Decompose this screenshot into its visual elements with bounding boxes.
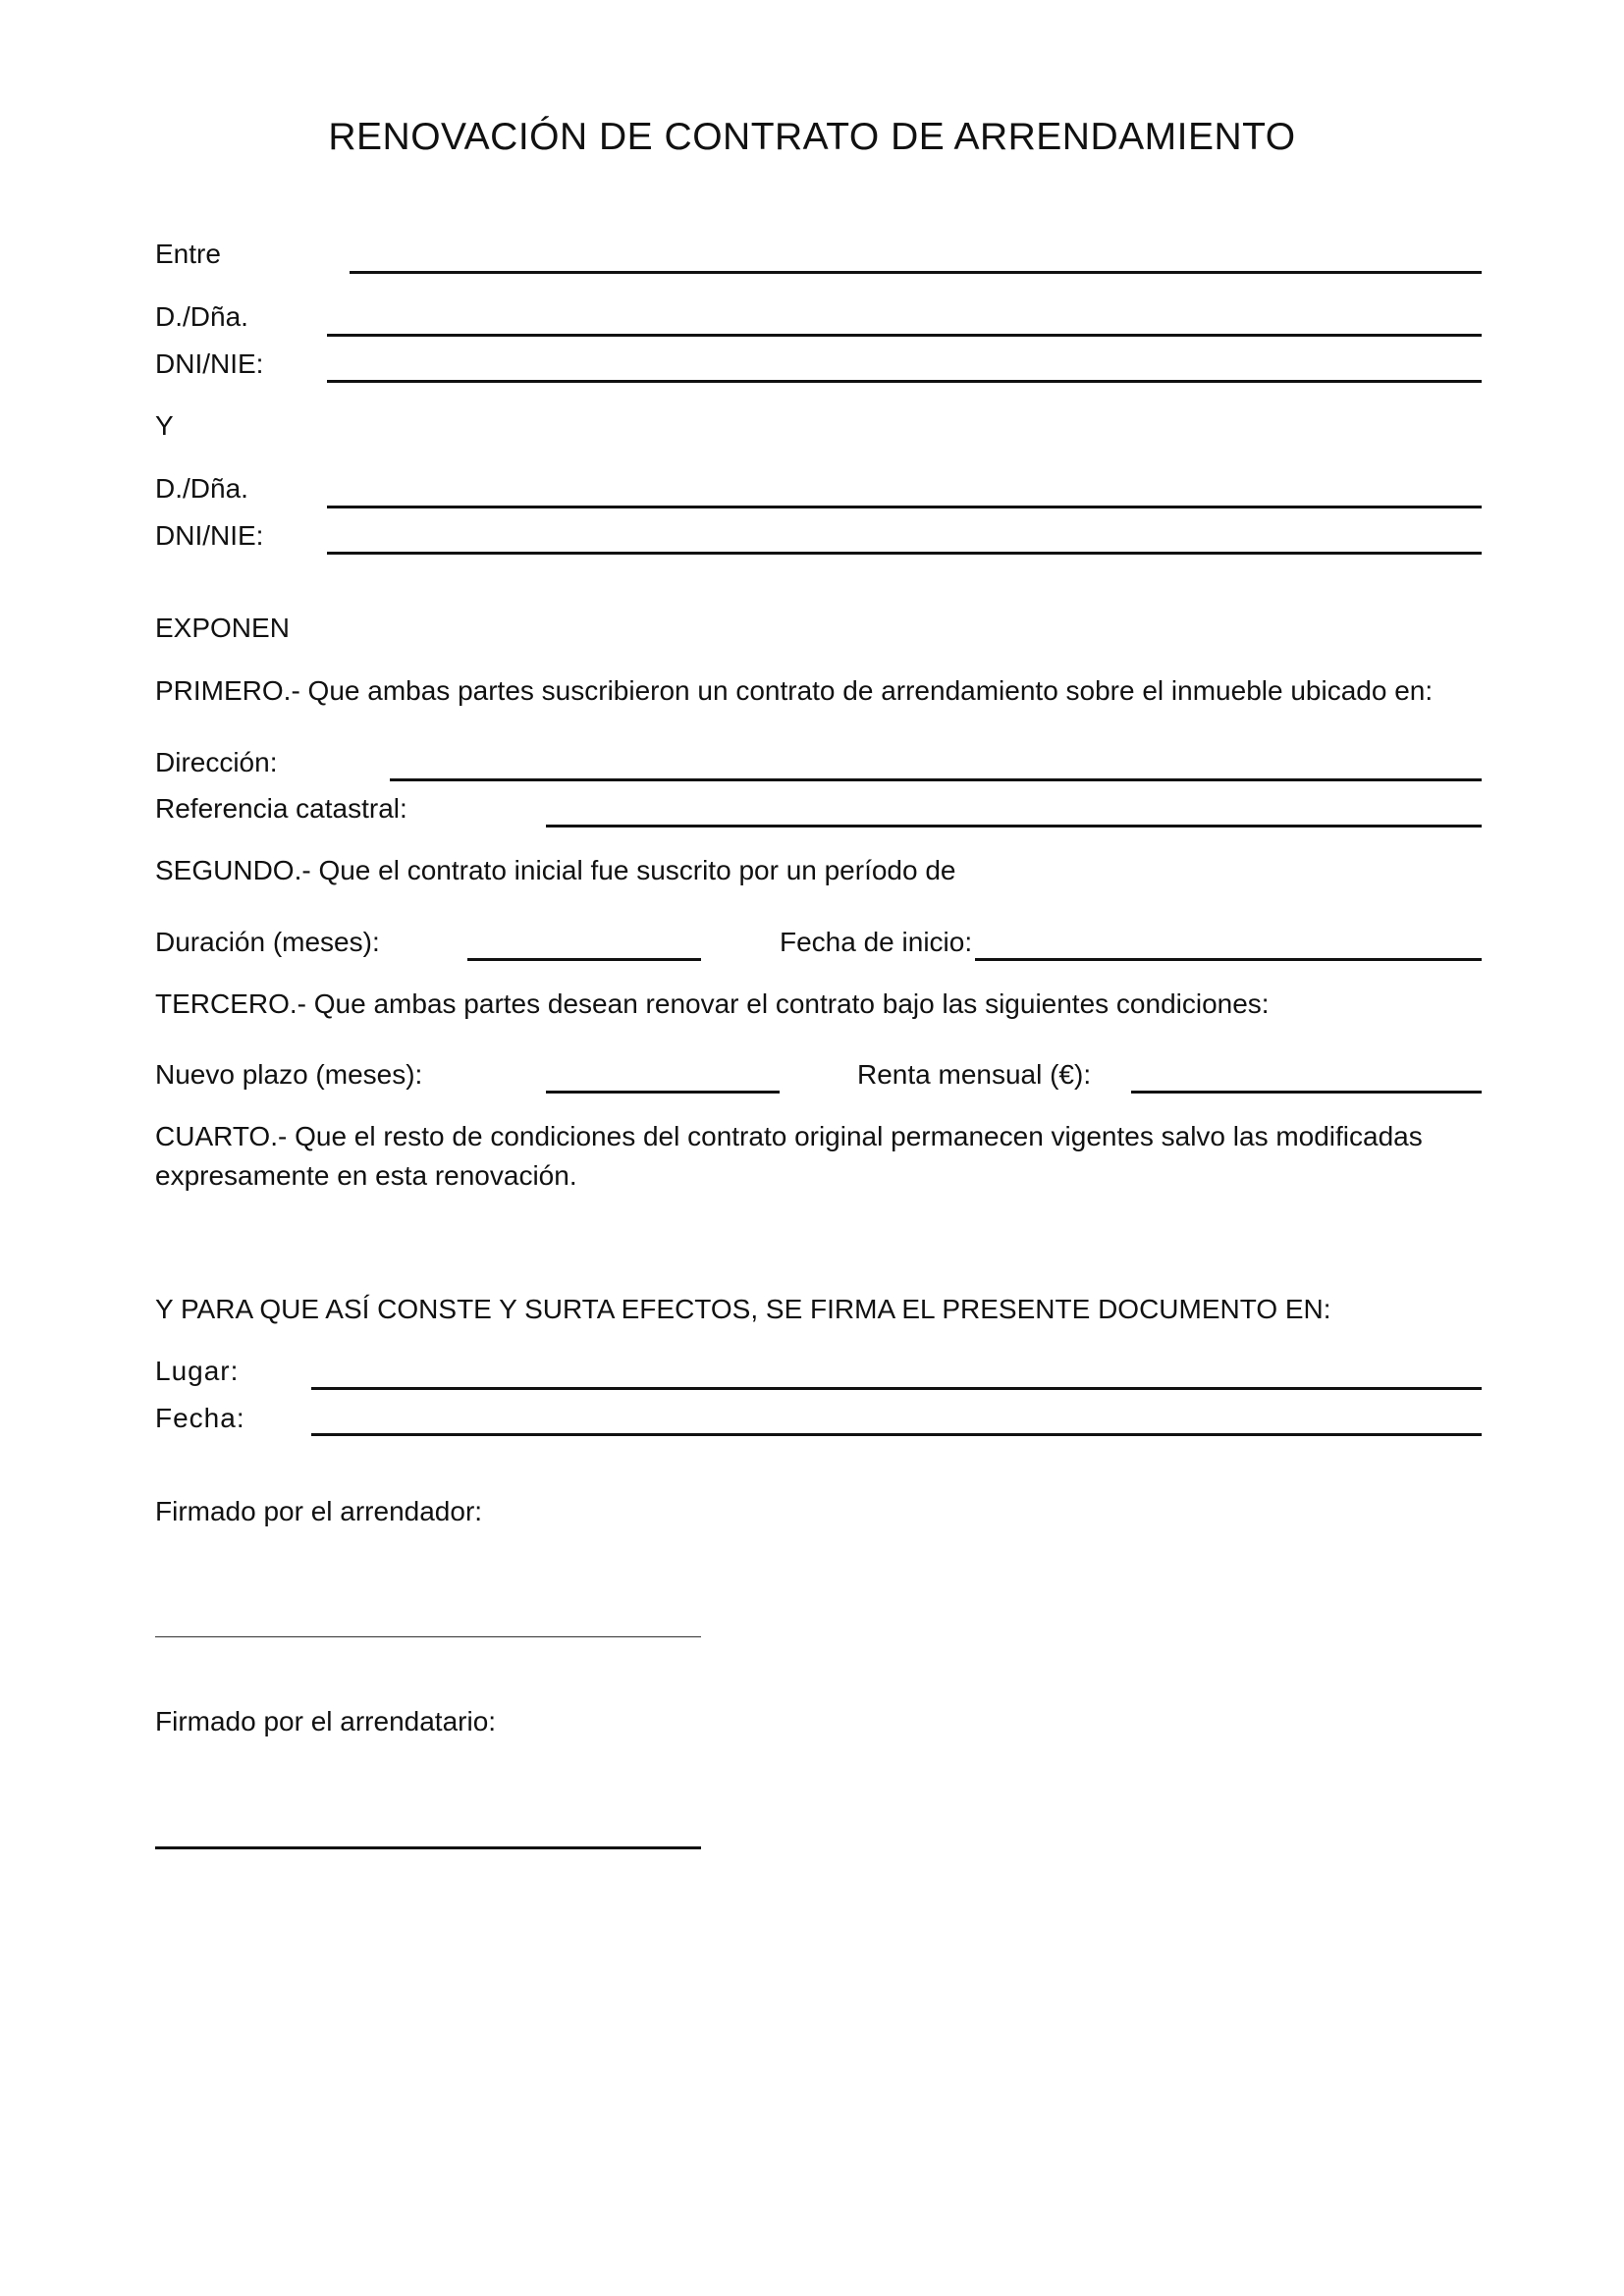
party1-name-field-line[interactable] bbox=[327, 334, 1482, 337]
new-term-label: Nuevo plazo (meses): bbox=[155, 1059, 423, 1090]
start-date-label: Fecha de inicio: bbox=[780, 927, 973, 957]
date-label: Fecha: bbox=[155, 1403, 245, 1433]
new-term-field-line[interactable] bbox=[546, 1091, 780, 1094]
landlord-signature-line[interactable] bbox=[155, 1636, 701, 1637]
monthly-rent-field-line[interactable] bbox=[1131, 1091, 1482, 1094]
and-label: Y bbox=[155, 410, 174, 441]
duration-label: Duración (meses): bbox=[155, 927, 380, 957]
monthly-rent-label: Renta mensual (€): bbox=[857, 1059, 1092, 1090]
tenant-signature-line[interactable] bbox=[155, 1846, 701, 1849]
primero-clause: PRIMERO.- Que ambas partes suscribieron un contrato de arrendamiento sobre el inmueble ubicado en: bbox=[155, 675, 1434, 706]
place-field-line[interactable] bbox=[311, 1387, 1482, 1390]
segundo-clause: SEGUNDO.- Que el contrato inicial fue suscrito por un período de bbox=[155, 855, 956, 885]
party2-name-field-line[interactable] bbox=[327, 506, 1482, 508]
duration-field-line[interactable] bbox=[467, 958, 701, 961]
party1-id-field-line[interactable] bbox=[327, 380, 1482, 383]
party2-name-label: D./Dña. bbox=[155, 473, 248, 504]
document-title: RENOVACIÓN DE CONTRATO DE ARRENDAMIENTO bbox=[328, 116, 1296, 158]
tenant-signature-label: Firmado por el arrendatario: bbox=[155, 1706, 497, 1736]
party2-id-label: DNI/NIE: bbox=[155, 520, 264, 551]
between-label: Entre bbox=[155, 239, 221, 269]
exponen-heading: EXPONEN bbox=[155, 613, 290, 643]
party1-id-label: DNI/NIE: bbox=[155, 348, 264, 379]
cadastral-field-line[interactable] bbox=[546, 825, 1482, 828]
start-date-field-line[interactable] bbox=[975, 958, 1482, 961]
landlord-signature-label: Firmado por el arrendador: bbox=[155, 1496, 483, 1526]
party1-name-label: D./Dña. bbox=[155, 301, 248, 332]
cadastral-label: Referencia catastral: bbox=[155, 793, 407, 824]
cuarto-clause: CUARTO.- Que el resto de condiciones del contrato original permanecen vigentes salvo las modificadas expresamente en esta renovación. bbox=[155, 1121, 1423, 1191]
party2-id-field-line[interactable] bbox=[327, 552, 1482, 555]
signing-statement: Y PARA QUE ASÍ CONSTE Y SURTA EFECTOS, SE FIRMA EL PRESENTE DOCUMENTO EN: bbox=[155, 1294, 1331, 1324]
between-field-line[interactable] bbox=[350, 271, 1482, 274]
tercero-clause: TERCERO.- Que ambas partes desean renovar el contrato bajo las siguientes condiciones: bbox=[155, 988, 1270, 1019]
date-field-line[interactable] bbox=[311, 1433, 1482, 1436]
address-label: Dirección: bbox=[155, 747, 278, 777]
address-field-line[interactable] bbox=[390, 778, 1482, 781]
place-label: Lugar: bbox=[155, 1356, 240, 1386]
